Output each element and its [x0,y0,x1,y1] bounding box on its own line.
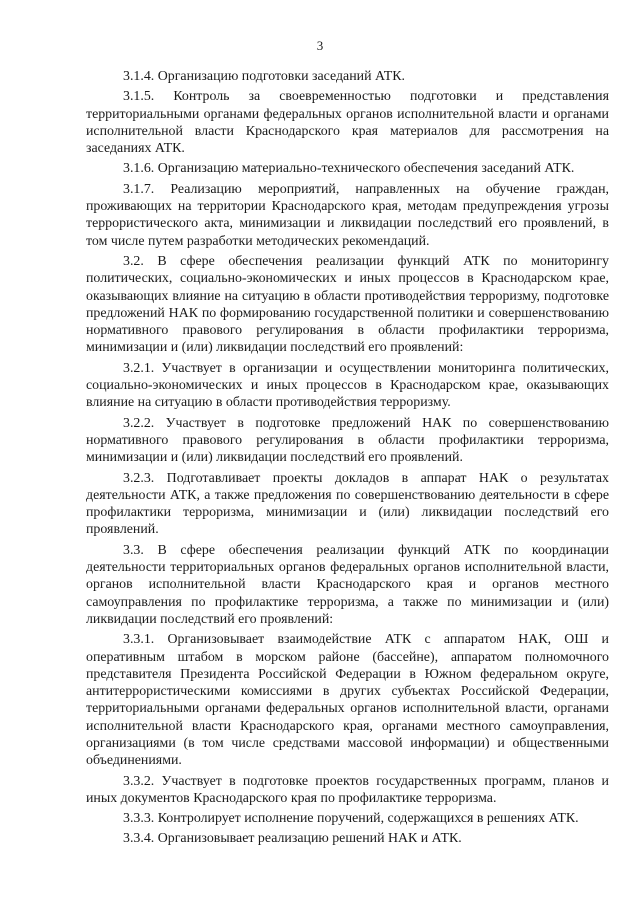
paragraph-3-3-2: 3.3.2. Участвует в подготовке проектов государственных программ, планов и иных документов Краснодарского края по профилактике терроризма. [86,773,609,806]
paragraph-3-2-3: 3.2.3. Подготавливает проекты докладов в аппарат НАК о результатах деятельности АТК, а также предложения по совершенствованию деятельности в сфере профилактики терроризма, минимизации и (или) ликвидации последствий его проявлений. [86,470,609,538]
paragraph-3-3-3: 3.3.3. Контролирует исполнение поручений, содержащихся в решениях АТК. [123,811,579,827]
paragraph-3-1-7: 3.1.7. Реализацию мероприятий, направленных на обучение граждан, проживающих на территории Краснодарского края, методам предупреждения угрозы террористического акта, минимизации и ликвидации последствий его проявлений, в том числе путем разработки методических рекомендаций. [86,181,609,249]
page-number: 3 [316,38,324,53]
paragraph-3-3: 3.3. В сфере обеспечения реализации функций АТК по координации деятельности территориальных органов федеральных органов исполнительной власти, органов исполнительной власти Краснодарского края и органов местного самоуправления по профилактике терроризма, а также по минимизации и (или) ликвидации последствий его проявлений: [86,542,609,627]
paragraph-3-1-5: 3.1.5. Контроль за своевременностью подготовки и представления территориальными органами федеральных органов исполнительной власти и органами исполнительной власти Краснодарского края материалов для рассмотрения на заседаниях АТК. [86,89,609,157]
paragraph-3-2: 3.2. В сфере обеспечения реализации функций АТК по мониторингу политических, социально-экономических и иных процессов в Краснодарском крае, оказывающих влияние на ситуацию в области противодействия терроризму, подготовке предложений НАК по формированию государственной политики и совершенствованию нормативного правового регулирования в области профилактики терроризма, минимизации и (или) ликвидации последствий его проявлений: [86,253,609,356]
paragraph-3-1-6: 3.1.6. Организацию материально-технического обеспечения заседаний АТК. [123,161,575,177]
paragraph-3-1-4: 3.1.4. Организацию подготовки заседаний АТК. [123,69,406,84]
paragraph-3-3-1: 3.3.1. Организовывает взаимодействие АТК с аппаратом НАК, ОШ и оперативным штабом в морском районе (бассейне), аппаратом полномочного представителя Президента Российской Федерации в Южном федеральном округе, антитеррористическими комиссиями в других субъектах Российской Федерации, территориальными органами федеральных органов исполнительной власти, органами исполнительной власти Краснодарского края, органами местного самоуправления, организациями (в том числе средствами массовой информации) и общественными объединениями. [86,632,609,769]
paragraph-3-3-4: 3.3.4. Организовывает реализацию решений НАК и АТК. [123,831,462,847]
paragraph-3-2-2: 3.2.2. Участвует в подготовке предложений НАК по совершенствованию нормативного правового регулирования в области профилактики терроризма, минимизации и (или) ликвидации последствий его проявлений. [86,415,609,466]
paragraph-3-2-1: 3.2.1. Участвует в организации и осуществлении мониторинга политических, социально-экономических и иных процессов в Краснодарском крае, оказывающих влияние на ситуацию в области противодействия терроризму. [86,360,609,411]
document-body [86,68,609,851]
